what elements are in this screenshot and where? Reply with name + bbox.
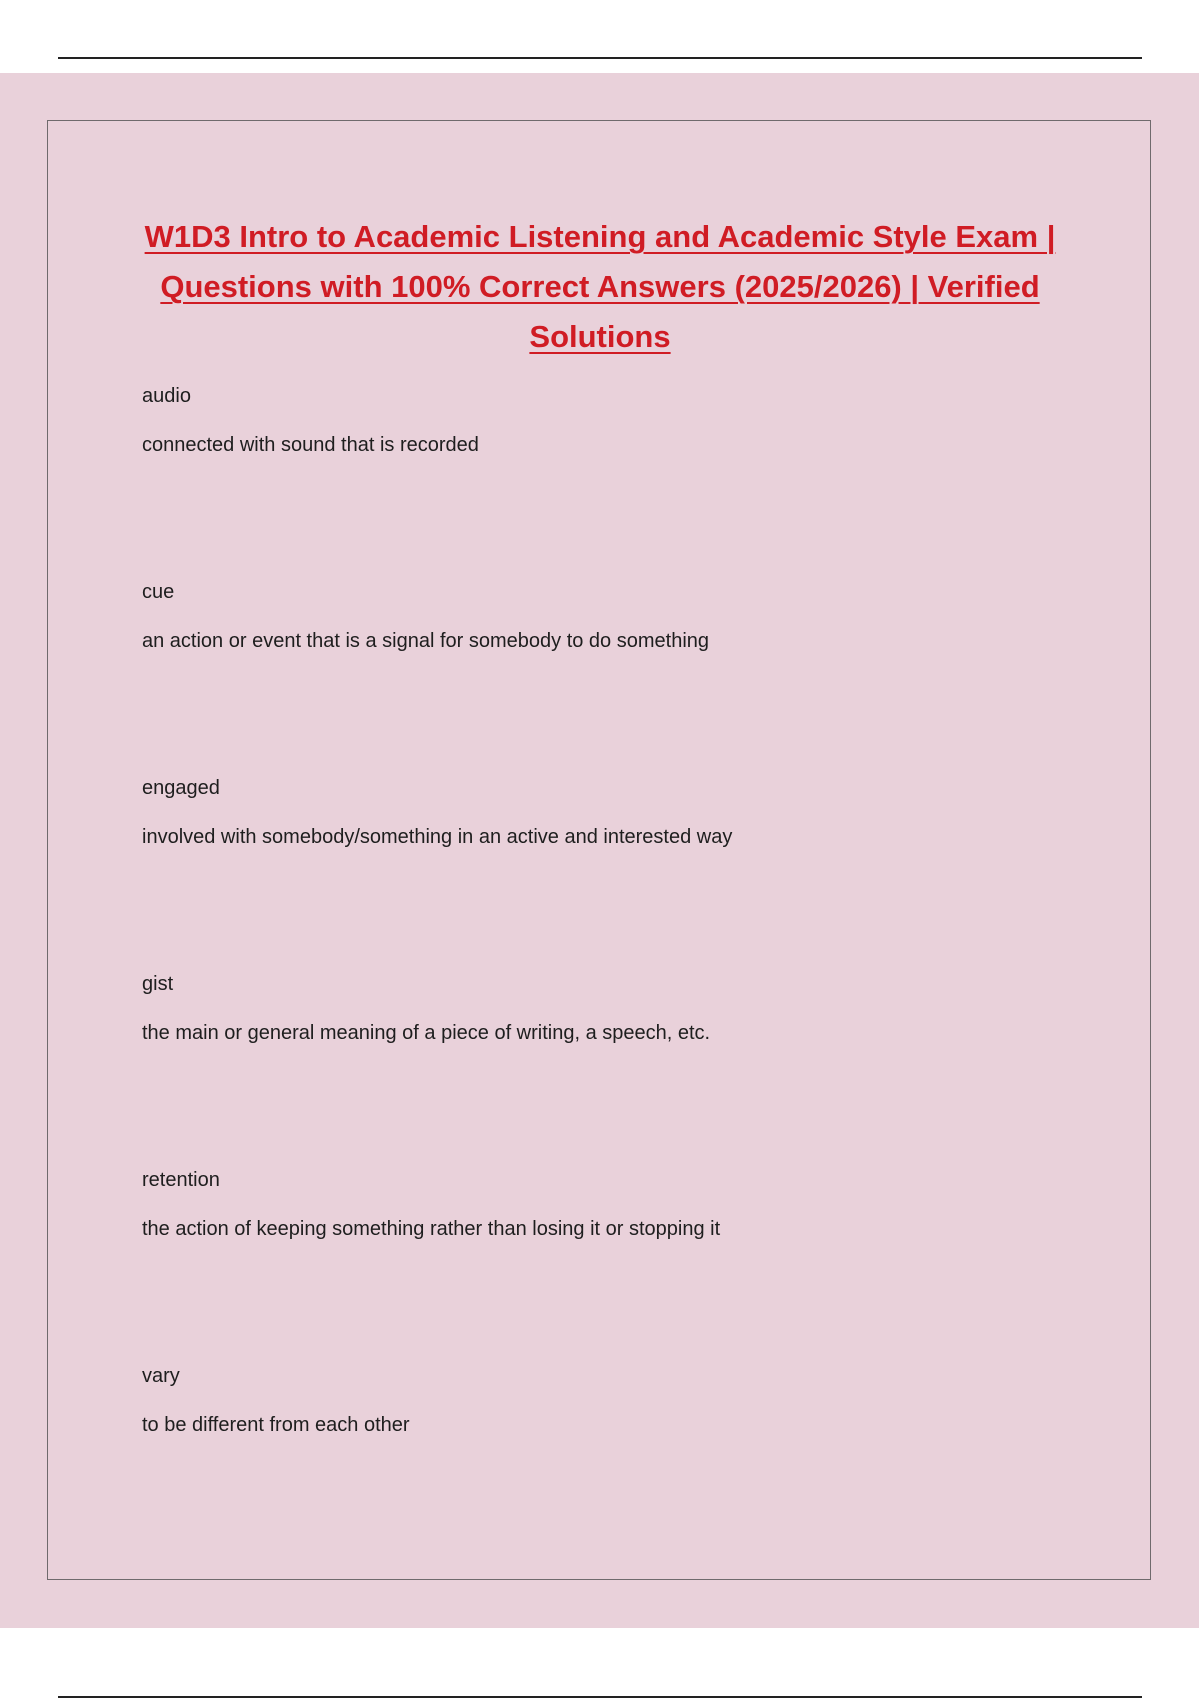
entry-definition: connected with sound that is recorded: [142, 434, 479, 456]
header-rule: [58, 57, 1142, 59]
document-title: W1D3 Intro to Academic Listening and Academic Style Exam | Questions with 100% Correct Answers (2025/2026) | Verified Solutions: [144, 219, 1056, 354]
entry-definition: an action or event that is a signal for somebody to do something: [142, 630, 710, 652]
flashcard-entry: [142, 1363, 1042, 1559]
entry-term: gist: [142, 973, 174, 995]
entry-term: retention: [142, 1169, 220, 1191]
entry-definition: to be different from each other: [142, 1414, 410, 1436]
entry-definition: the action of keeping something rather than losing it or stopping it: [142, 1218, 721, 1240]
flashcard-entry: [142, 775, 1042, 971]
footer-rule: [58, 1696, 1142, 1698]
entry-term: audio: [142, 385, 191, 407]
flashcard-entry: [142, 579, 1042, 775]
entry-term: vary: [142, 1365, 180, 1387]
flashcard-list: [142, 383, 1042, 1559]
entry-definition: involved with somebody/something in an active and interested way: [142, 826, 733, 848]
entry-term: cue: [142, 581, 175, 603]
flashcard-entry: [142, 383, 1042, 579]
flashcard-entry: [142, 1167, 1042, 1363]
flashcard-entry: [142, 971, 1042, 1167]
entry-definition: the main or general meaning of a piece of writing, a speech, etc.: [142, 1022, 711, 1044]
entry-term: engaged: [142, 777, 220, 799]
